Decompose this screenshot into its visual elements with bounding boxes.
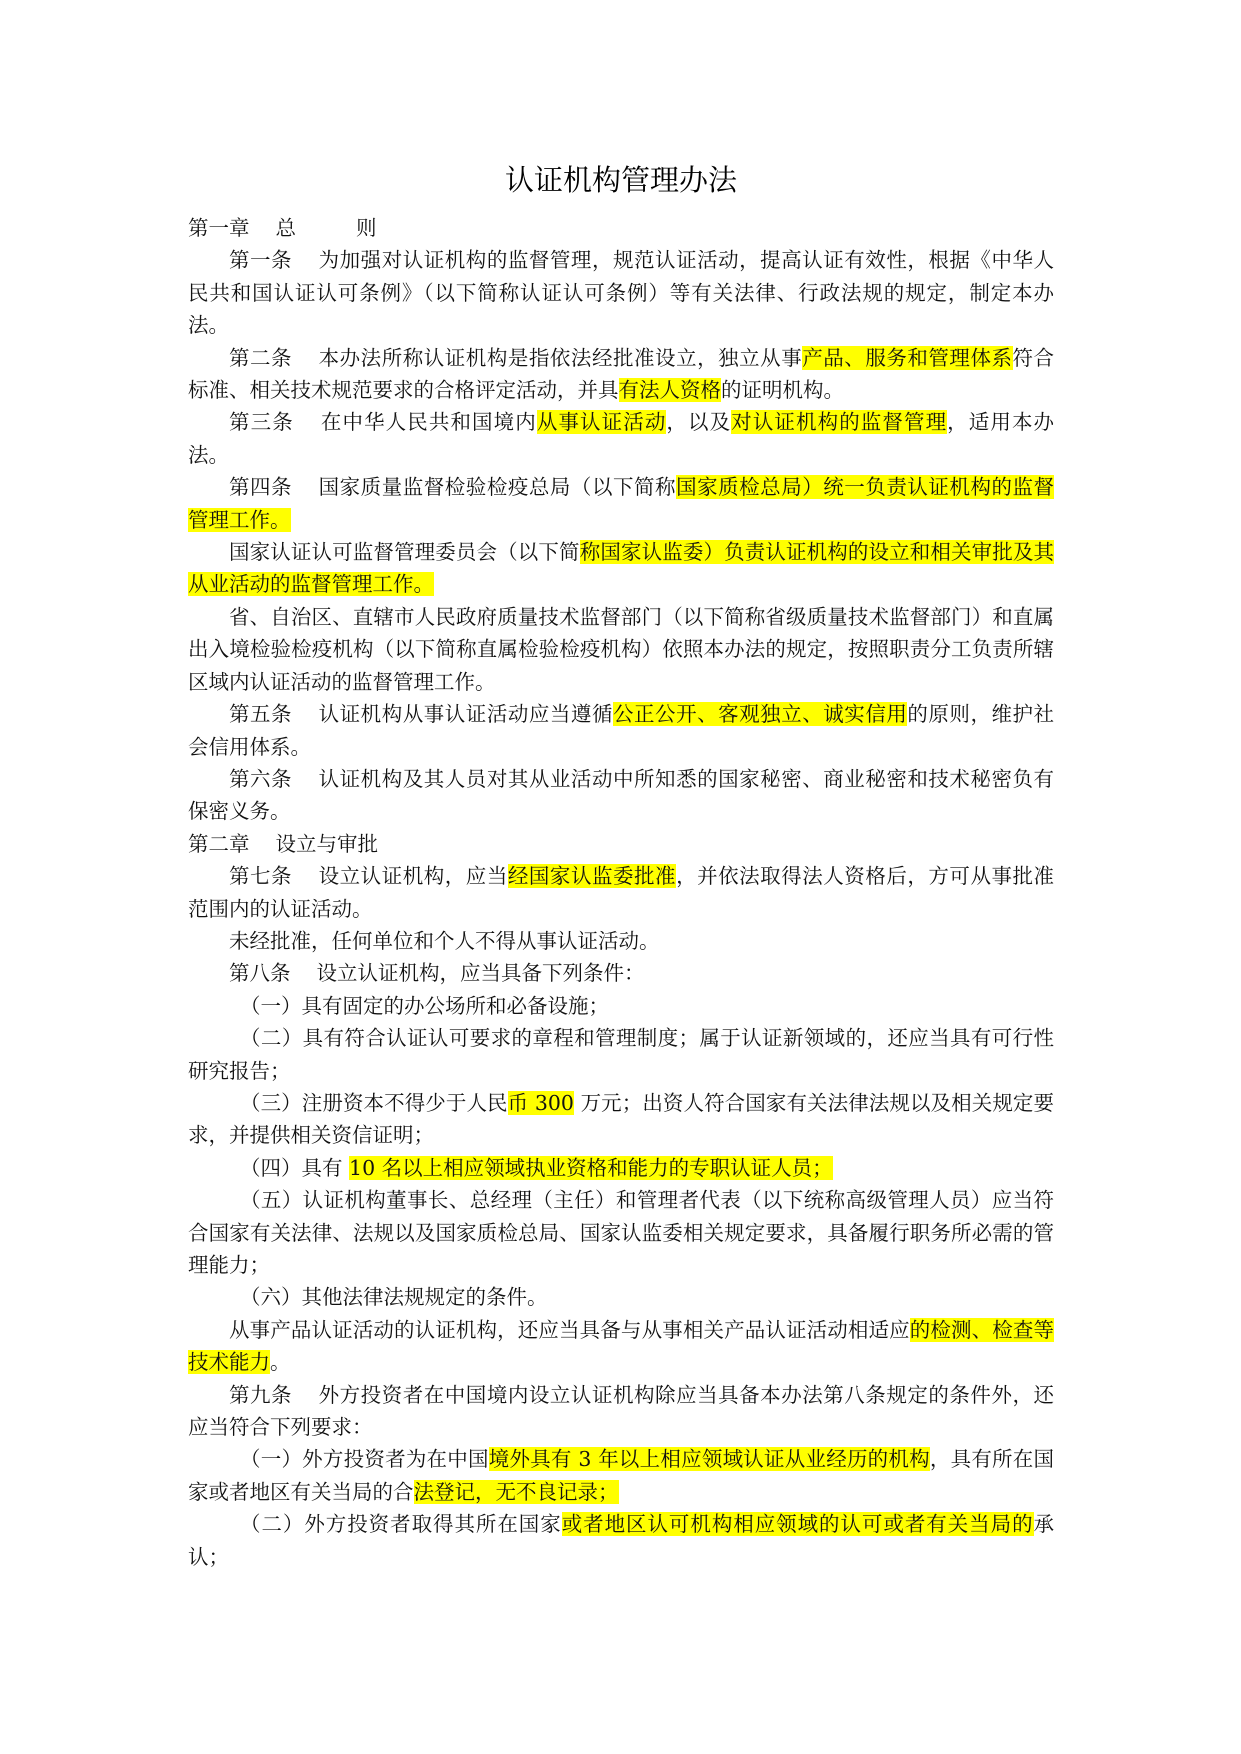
article-9-item-2: （二）外方投资者取得其所在国家或者地区认可机构相应领域的认可或者有关当局的承认；	[188, 1512, 1055, 1569]
article-8-item-5: （五）认证机构董事长、总经理（主任）和管理者代表（以下统称高级管理人员）应当符合国家有关法律、法规以及国家质检总局、国家认监委相关规定要求，具备履行职务所必需的管理能力；	[188, 1188, 1054, 1277]
article-9: 第九条 外方投资者在中国境内设立认证机构除应当具备本办法第八条规定的条件外，还应当符合下列要求：	[188, 1382, 1055, 1440]
article-8-item-6: （六）其他法律法规规定的条件。	[240, 1285, 548, 1310]
highlight: 公正公开、客观独立、诚实信用	[613, 702, 908, 727]
article-8: 第八条 设立认证机构，应当具备下列条件：	[229, 961, 645, 986]
highlight: 10 名以上相应领域执业资格和能力的专职认证人员；	[349, 1155, 833, 1180]
document-body	[188, 212, 1054, 1573]
highlight: 币 300	[507, 1090, 574, 1115]
chapter-2-heading: 第二章 设立与审批	[188, 831, 378, 856]
article-3: 第三条 在中华人民共和国境内从事认证活动，以及对认证机构的监督管理，适用本办法。	[188, 410, 1055, 467]
article-9-item-1: （一）外方投资者为在中国境外具有 3 年以上相应领域认证从业经历的机构，具有所在国家或者地区有关当局的合法登记，无不良记录；	[188, 1447, 1055, 1504]
highlight: 称国家认监委）负责认证机构的设立和相关审批及其从业活动的监督管理工作。	[188, 540, 1055, 597]
document-title: 认证机构管理办法	[504, 163, 737, 197]
highlight: 法登记，无不良记录；	[413, 1479, 619, 1504]
article-8-item-3: （三）注册资本不得少于人民币 300 万元；出资人符合国家有关法律法规以及相关规定要求，并提供相关资信证明；	[188, 1090, 1054, 1148]
highlight: 对认证机构的监督管理	[731, 410, 948, 435]
highlight: 产品、服务和管理体系	[802, 345, 1013, 370]
article-8-item-1: （一）具有固定的办公场所和必备设施；	[240, 993, 609, 1018]
article-8-para-2: 从事产品认证活动的认证机构，还应当具备与从事相关产品认证活动相适应的检测、检查等技术能力。	[188, 1317, 1055, 1375]
article-7: 第七条 设立认证机构，应当经国家认监委批准，并依法取得法人资格后，方可从事批准范围内的认证活动。	[188, 864, 1055, 921]
highlight: 境外具有 3 年以上相应领域认证从业经历的机构	[488, 1447, 930, 1472]
article-4: 第四条 国家质量监督检验检疫总局（以下简称国家质检总局）统一负责认证机构的监督管理工作。	[188, 475, 1055, 532]
chapter-1-heading: 第一章 总 则	[188, 216, 377, 240]
highlight: 从事认证活动	[536, 410, 667, 435]
article-7-para-2: 未经批准，任何单位和个人不得从事认证活动。	[229, 928, 660, 953]
article-1: 第一条 为加强对认证机构的监督管理，规范认证活动，提高认证有效性，根据《中华人民共和国认证认可条例》（以下简称认证认可条例）等有关法律、行政法规的规定，制定本办法。	[188, 248, 1055, 338]
article-5: 第五条 认证机构从事认证活动应当遵循公正公开、客观独立、诚实信用的原则，维护社会信用体系。	[188, 702, 1055, 759]
highlight: 的检测、检查等技术能力	[188, 1317, 1055, 1375]
article-4-para-3: 省、自治区、直辖市人民政府质量技术监督部门（以下简称省级质量技术监督部门）和直属出入境检验检疫机构（以下简称直属检验检疫机构）依照本办法的规定，按照职责分工负责所辖区域内认证活动的监督管理工作。	[188, 604, 1054, 694]
highlight: 国家质检总局）统一负责认证机构的监督管理工作。	[188, 475, 1055, 532]
article-2: 第二条 本办法所称认证机构是指依法经批准设立，独立从事产品、服务和管理体系符合标准、相关技术规范要求的合格评定活动，并具有法人资格的证明机构。	[188, 345, 1055, 403]
article-8-item-4: （四）具有 10 名以上相应领域执业资格和能力的专职认证人员；	[240, 1155, 833, 1180]
highlight: 有法人资格	[618, 378, 721, 403]
highlight: 或者地区认可机构相应领域的认可或者有关当局的	[561, 1512, 1034, 1537]
article-8-item-2: （二）具有符合认证认可要求的章程和管理制度；属于认证新领域的，还应当具有可行性研究报告；	[188, 1026, 1054, 1083]
highlight: 经国家认监委批准	[507, 864, 677, 889]
article-4-para-2: 国家认证认可监督管理委员会（以下简称国家认监委）负责认证机构的设立和相关审批及其从业活动的监督管理工作。	[188, 540, 1055, 597]
article-6: 第六条 认证机构及其人员对其从业活动中所知悉的国家秘密、商业秘密和技术秘密负有保密义务。	[188, 766, 1055, 824]
